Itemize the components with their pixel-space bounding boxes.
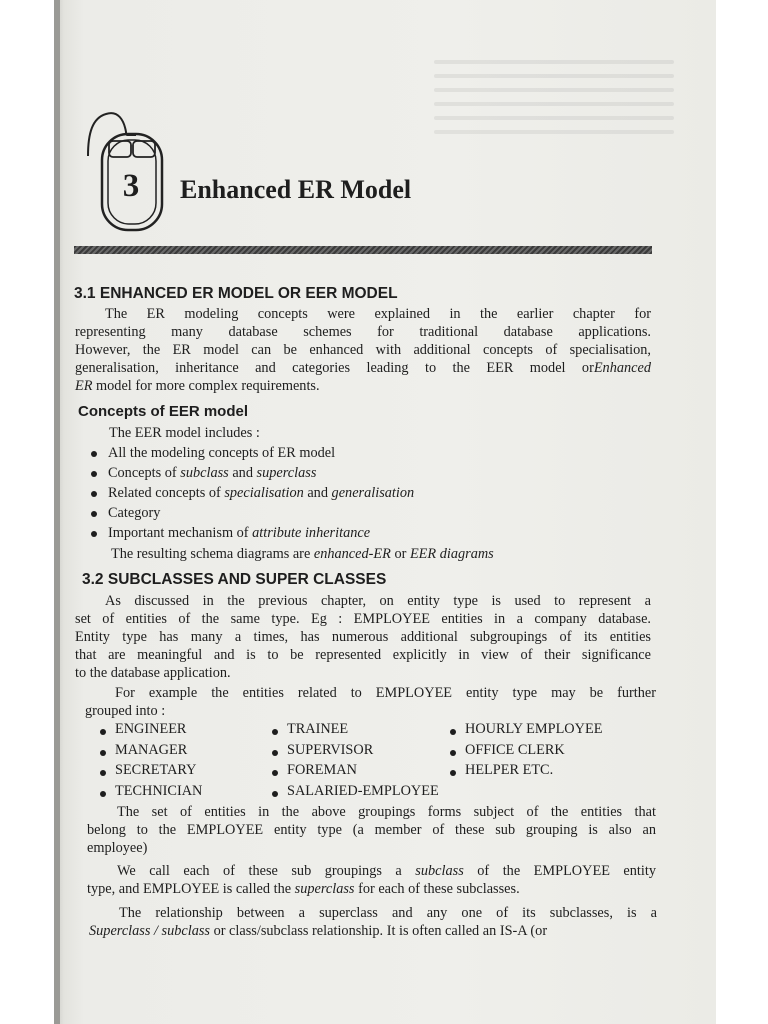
chapter-title: Enhanced ER Model: [180, 175, 412, 204]
list-item: SUPERVISOR: [269, 742, 447, 763]
list-item: Related concepts of specialisation and generalisation: [88, 483, 414, 503]
list-item: Category: [88, 503, 414, 523]
employee-subclass-list: [97, 721, 637, 803]
list-item: Concepts of subclass and superclass: [88, 463, 414, 483]
scan-border-left: [0, 0, 54, 1024]
list-item: Important mechanism of attribute inheritance: [88, 523, 414, 543]
list-item: HELPER ETC.: [447, 762, 637, 783]
list-item: SALARIED-EMPLOYEE: [269, 783, 447, 804]
list-item: SECRETARY: [97, 762, 269, 783]
paragraph-subclass-definition: We call each of these sub groupings a subclass of the EMPLOYEE entity type, and EMPLOYEE is called the superclass for each of these subclasses.: [87, 863, 656, 897]
list-item: HOURLY EMPLOYEE: [447, 721, 637, 742]
paragraph-eer-intro: The ER modeling concepts were explained in the earlier chapter for representing many database schemes for traditional database applications. However, the ER model can be enhanced with additional concepts of specialisation, generalisation, inheritance and categories leading to the EER model orEnhanced ER model for more complex requirements.: [75, 306, 651, 394]
concepts-list: [88, 443, 414, 543]
scan-border-right: [716, 0, 768, 1024]
paragraph-set-of-entities: The set of entities in the above groupings forms subject of the entities that belong to the EMPLOYEE entity type (a member of these sub grouping is also an employee): [87, 804, 656, 856]
chapter-rule: [74, 246, 652, 254]
list-item: TRAINEE: [269, 721, 447, 742]
paragraph-is-a-relationship: The relationship between a superclass and any one of its subclasses, is a Superclass / subclass or class/subclass relationship. It is often called an IS-A (or: [89, 905, 657, 939]
paragraph-grouped-into: For example the entities related to EMPLOYEE entity type may be further grouped into :: [85, 685, 656, 719]
list-item: All the modeling concepts of ER model: [88, 443, 414, 463]
chapter-number: 3: [122, 168, 140, 204]
list-item: ENGINEER: [97, 721, 269, 742]
list-item: TECHNICIAN: [97, 783, 269, 804]
paragraph-entity-subgroupings: As discussed in the previous chapter, on entity type is used to represent a set of entities of the same type. Eg : EMPLOYEE entities in a company database. Entity type has many a times, has numerous additional subgroupings of its entities that are meaningful and is to be represented explicitly in view of their significance to the database application.: [75, 593, 651, 681]
section-heading-3-2: 3.2 SUBCLASSES AND SUPER CLASSES: [82, 571, 387, 588]
bleed-through-text: [434, 50, 674, 170]
section-heading-3-1: 3.1 ENHANCED ER MODEL OR EER MODEL: [74, 285, 398, 302]
book-page: [54, 0, 716, 1024]
page-binding-edge: [54, 0, 60, 1024]
result-sentence: The resulting schema diagrams are enhanced-ER or EER diagrams: [111, 546, 494, 562]
list-item: FOREMAN: [269, 762, 447, 783]
list-item: OFFICE CLERK: [447, 742, 637, 763]
list-item: MANAGER: [97, 742, 269, 763]
concepts-heading: Concepts of EER model: [78, 403, 249, 420]
concepts-intro: The EER model includes :: [109, 425, 260, 441]
